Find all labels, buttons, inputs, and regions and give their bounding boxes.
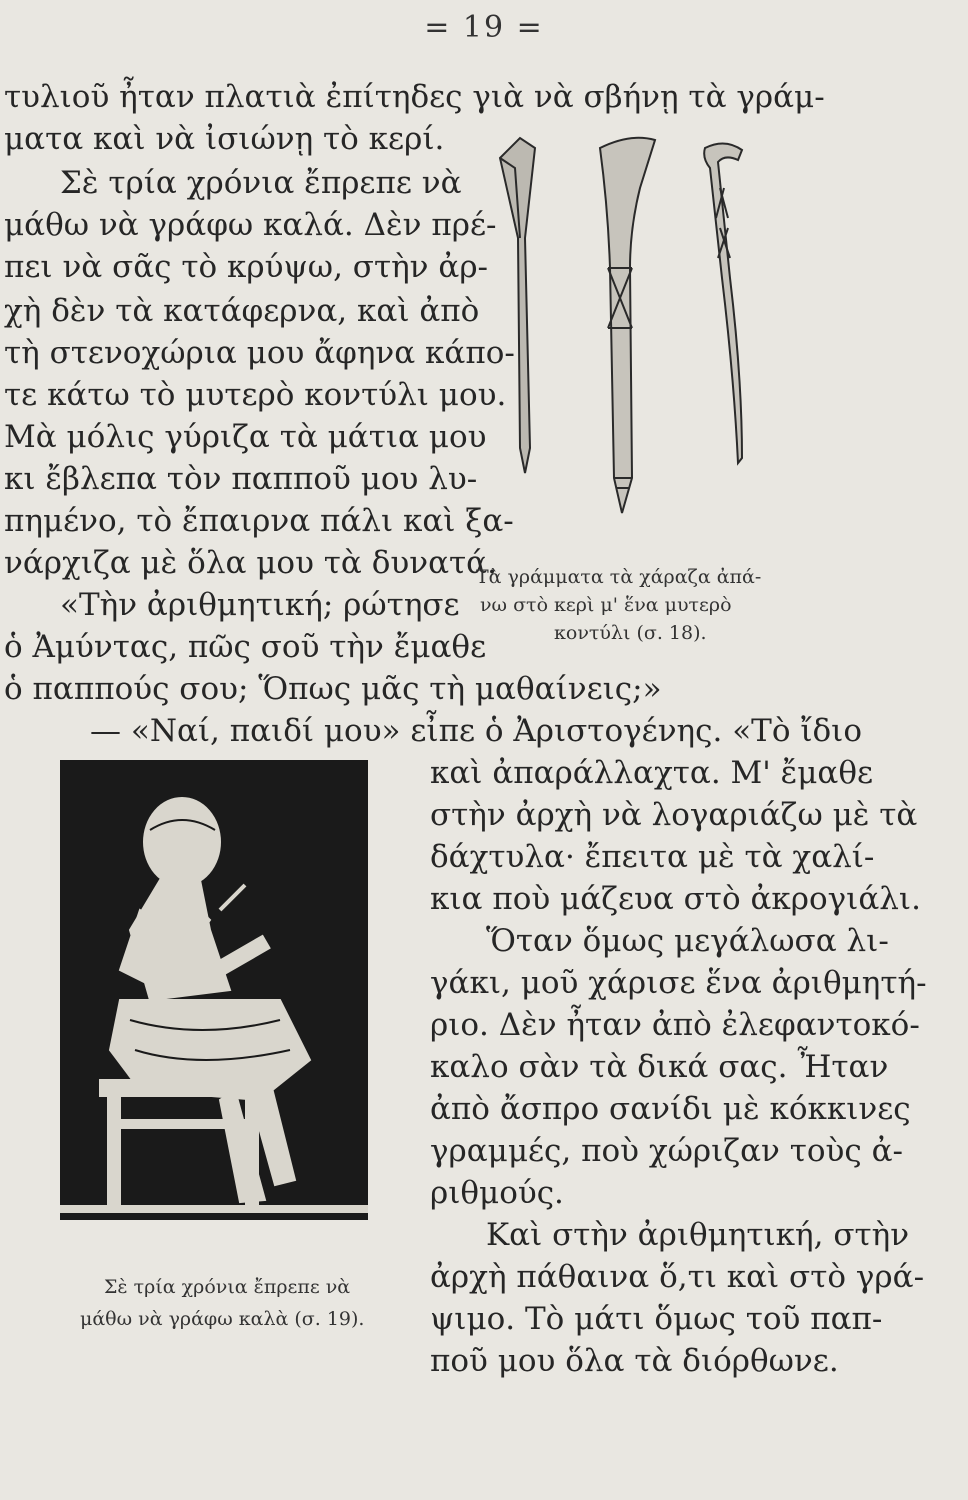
text-line: δάχτυλα· ἔπειτα μὲ τὰ χαλί- [430,839,875,875]
text-line: μάθω νὰ γράφω καλά. Δὲν πρέ- [4,207,497,243]
text-line: ποῦ μου ὅλα τὰ διόρθωνε. [430,1343,839,1379]
text-line: πει νὰ σᾶς τὸ κρύψω, στὴν ἀρ- [4,249,489,285]
text-line: «Τὴν ἀριθμητική; ρώτησε [60,587,460,623]
text-line: Ὅταν ὅμως μεγάλωσα λι- [486,923,889,959]
text-line: γάκι, μοῦ χάρισε ἕνα ἀριθμητή- [430,965,927,1001]
text-line: κια ποὺ μάζευα στὸ ἀκρογιάλι. [430,881,921,917]
text-line: — «Ναί, παιδί μου» εἶπε ὁ Ἀριστογένης. «Τὸ ἴδιο [90,713,862,749]
text-line: τὴ στενοχώρια μου ἄφηνα κάπο- [4,335,515,371]
stylus-illustration [480,128,770,548]
text-line: Μὰ μόλις γύριζα τὰ μάτια μου [4,419,487,455]
text-line: κι ἔβλεπα τὸν παπποῦ μου λυ- [4,461,478,497]
text-line: Καὶ στὴν ἀριθμητική, στὴν [486,1217,910,1253]
text-line: ριο. Δὲν ἦταν ἀπὸ ἐλεφαντοκό- [430,1007,920,1043]
text-line: Σὲ τρία χρόνια ἔπρεπε νὰ [60,165,462,201]
text-line: στὴν ἀρχὴ νὰ λογαριάζω μὲ τὰ [430,797,918,833]
page-number: = 19 = [424,10,544,45]
text-line: ὁ Ἀμύντας, πῶς σοῦ τὴν ἔμαθε [4,629,487,665]
text-line: γραμμές, ποὺ χώριζαν τοὺς ἀ- [430,1133,904,1169]
figure-caption: Τὰ γράμματα τὰ χάραζα ἀπά- [476,566,762,588]
text-line: ψιμο. Τὸ μάτι ὅμως τοῦ παπ- [430,1301,883,1337]
text-line: καλο σὰν τὰ δικά σας. Ἦταν [430,1049,889,1085]
text-line: ματα καὶ νὰ ἰσιώνῃ τὸ κερί. [4,121,445,157]
figure-caption: νω στὸ κερὶ μ' ἕνα μυτερὸ [480,594,732,616]
vase-painting-illustration [60,760,368,1220]
figure-caption: Σὲ τρία χρόνια ἔπρεπε νὰ [104,1276,351,1298]
text-line: ἀρχὴ πάθαινα ὅ,τι καὶ στὸ γρά- [430,1259,925,1295]
figure-caption: μάθω νὰ γράφω καλὰ (σ. 19). [80,1308,365,1330]
text-line: καὶ ἀπαράλλαχτα. Μ' ἔμαθε [430,755,874,791]
text-line: ριθμούς. [430,1175,564,1211]
text-line: πημένο, τὸ ἔπαιρνα πάλι καὶ ξα- [4,503,514,539]
text-line: χὴ δὲν τὰ κατάφερνα, καὶ ἀπὸ [4,293,480,329]
text-line: ἀπὸ ἄσπρο σανίδι μὲ κόκκινες [430,1091,911,1127]
text-line: τυλιοῦ ἦταν πλατιὰ ἐπίτηδες γιὰ νὰ σβήνῃ τὰ γράμ- [4,79,825,115]
text-line: νάρχιζα μὲ ὅλα μου τὰ δυνατά. [4,545,497,581]
text-line: τε κάτω τὸ μυτερὸ κοντύλι μου. [4,377,507,413]
figure-caption: κοντύλι (σ. 18). [554,622,707,644]
text-line: ὁ παππούς σου; Ὅπως μᾶς τὴ μαθαίνεις;» [4,671,662,707]
